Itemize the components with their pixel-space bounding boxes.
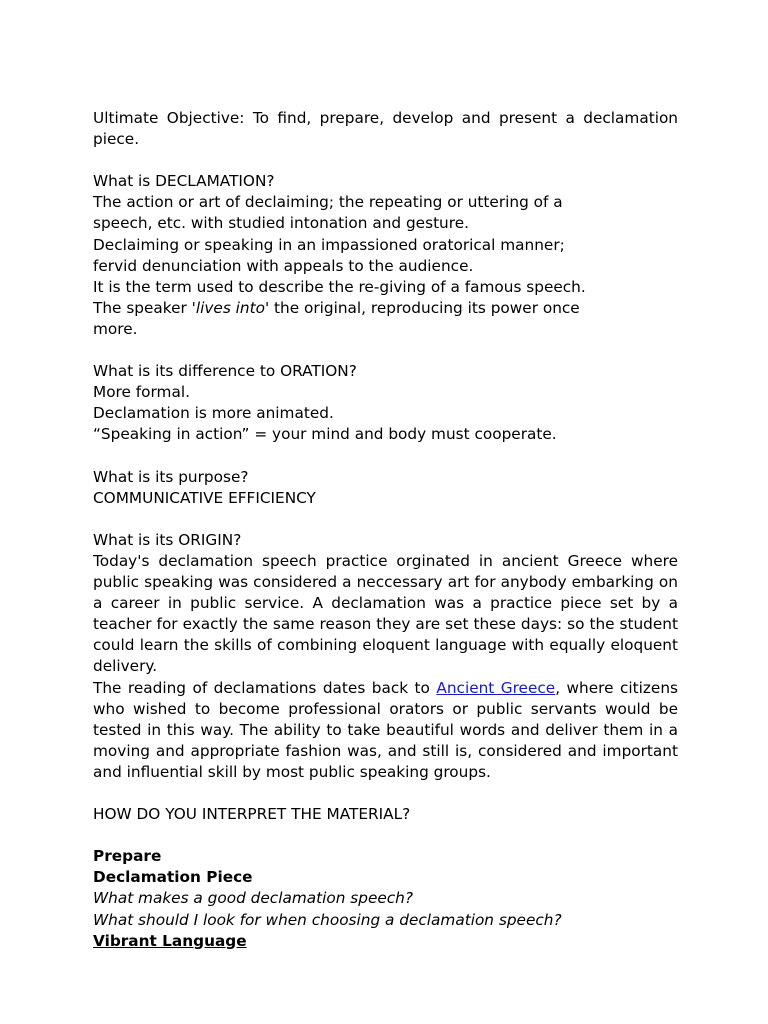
heading-purpose: What is its purpose? [93,467,249,486]
paragraph-difference-to-oration [93,361,678,445]
oration-line-2: Declamation is more animated. [93,404,334,423]
block-spacer [93,446,678,467]
block-spacer [93,783,678,804]
purpose-answer: COMMUNICATIVE EFFICIENCY [93,488,316,507]
declamation-definition-line-2: speech, etc. with studied intonation and gesture. [93,214,469,233]
heading-difference-to-oration: What is its difference to ORATION? [93,362,357,381]
oration-line-3: “Speaking in action” = your mind and body must cooperate. [93,425,557,444]
declamation-definition-line-4: fervid denunciation with appeals to the audience. [93,256,474,275]
paragraph-origin-one [93,551,678,678]
document-body [93,108,678,952]
block-spacer [93,509,678,530]
ancient-greece-link[interactable]: Ancient Greece [436,678,556,697]
prepare-heading: Prepare [93,847,162,866]
declamation-definition-line-7: more. [93,319,138,338]
paragraph-ultimate-objective [93,108,678,150]
vibrant-language-heading: Vibrant Language [93,931,247,950]
paragraph-prepare-block [93,846,678,951]
heading-origin-wrapper [93,530,678,551]
heading-origin: What is its ORIGIN? [93,530,242,549]
ultimate-objective-text: Ultimate Objective: To find, prepare, develop and present a declamation piece. [93,109,678,149]
origin-paragraph-two-prefix: The reading of declamations dates back to [93,678,437,697]
question-choosing-declamation-speech: What should I look for when choosing a declamation speech? [93,910,562,929]
lives-into-italic-phrase: lives into [195,298,265,317]
origin-paragraph-two-suffix: , where citizens who wished to become professional orators or public servants would be tested in this way. The ability to take beautiful words and deliver them in a moving and appropriate fashion was, and still is, considered and important and influential skill by most public speaking groups. [93,678,678,781]
block-spacer [93,825,678,846]
question-good-declamation-speech: What makes a good declamation speech? [93,889,413,908]
heading-interpret-material: HOW DO YOU INTERPRET THE MATERIAL? [93,805,411,824]
declamation-piece-heading: Declamation Piece [93,868,253,887]
oration-line-1: More formal. [93,383,190,402]
paragraph-interpret-material [93,804,678,825]
speaker-phrase-suffix: ' the original, reproducing its power once [264,298,580,317]
paragraph-purpose [93,467,678,509]
declamation-definition-line-6 [93,298,678,319]
speaker-phrase-prefix: The speaker ' [93,298,196,317]
declamation-definition-line-5: It is the term used to describe the re-giving of a famous speech. [93,277,586,296]
origin-paragraph-one-text: Today's declamation speech practice orginated in ancient Greece where public speaking was considered a neccessary art for anybody embarking on a career in public service. A declamation was a practice piece set by a teacher for exactly the same reason they are set these days: so the student could learn the skills of combining eloquent language with equally eloquent delivery. [93,551,678,676]
declamation-definition-line-1: The action or art of declaiming; the repeating or uttering of a [93,193,563,212]
block-spacer [93,340,678,361]
heading-what-is-declamation: What is DECLAMATION? [93,172,275,191]
paragraph-what-is-declamation [93,171,678,340]
block-spacer [93,150,678,171]
paragraph-origin-two [93,678,678,783]
declamation-definition-line-3: Declaiming or speaking in an impassioned oratorical manner; [93,235,565,254]
